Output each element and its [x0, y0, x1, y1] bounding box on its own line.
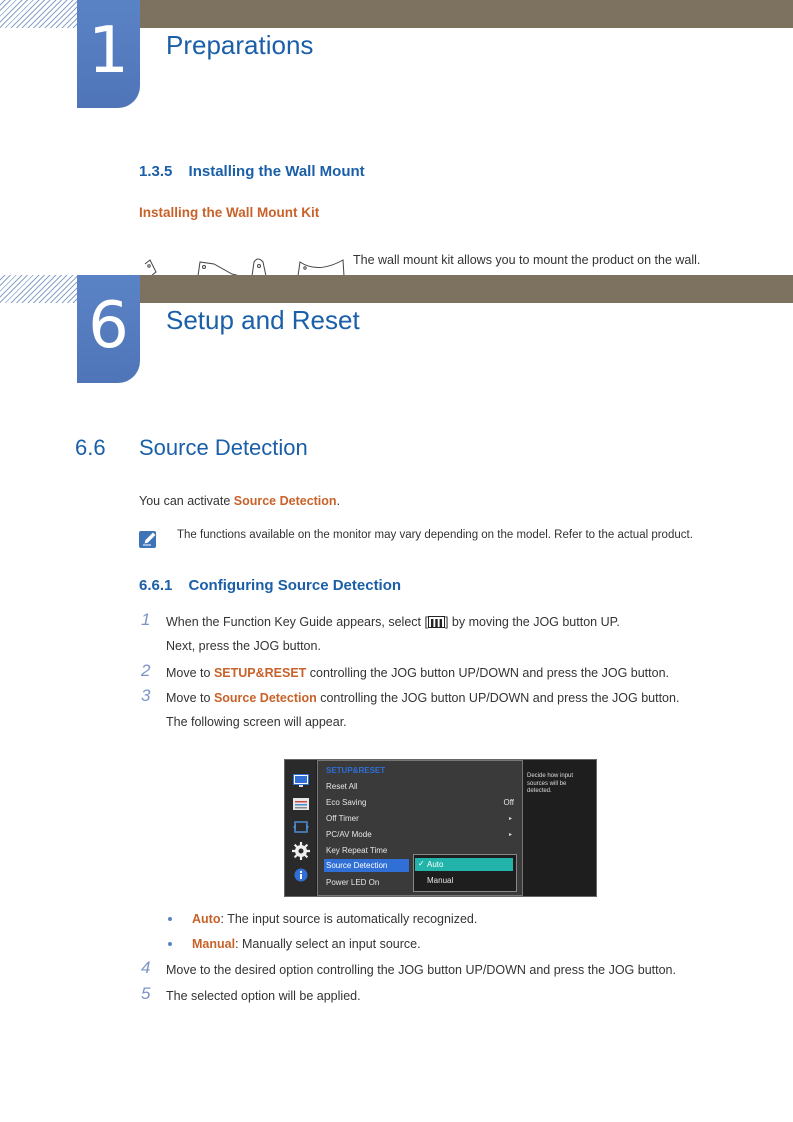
step-text: When the Function Key Guide appears, select [ ] by moving the JOG button UP. — [166, 615, 620, 629]
monitor-icon[interactable] — [293, 774, 309, 788]
step-number: 5 — [141, 984, 151, 1003]
section-heading — [139, 163, 365, 180]
resize-icon[interactable] — [293, 820, 309, 834]
osd-item-key-repeat-time[interactable]: Key Repeat Time — [326, 846, 388, 855]
step-number: 2 — [141, 661, 151, 680]
intro-highlight: Source Detection — [233, 494, 337, 508]
subsection-number: 6.6.1 — [139, 577, 173, 594]
bullet-dot — [168, 942, 172, 946]
section-heading — [75, 435, 308, 461]
section-title: Installing the Wall Mount — [188, 163, 365, 180]
osd-screen — [284, 759, 597, 897]
osd-option-manual[interactable]: Manual — [427, 876, 454, 885]
osd-item-off-timer[interactable]: Off Timer ▸ — [326, 814, 512, 823]
header-hatch — [0, 275, 78, 303]
step-text-line2: The following screen will appear. — [166, 715, 347, 729]
menu-icon — [428, 616, 445, 628]
subsection-heading — [139, 577, 401, 594]
note-pencil-icon — [139, 529, 159, 549]
step-text: Move to the desired option controlling the JOG button UP/DOWN and press the JOG button. — [166, 963, 676, 977]
bullet-manual: Manual: Manually select an input source. — [192, 937, 421, 951]
osd-help-text: Decide how input sources will be detected. — [527, 773, 574, 794]
picture-icon[interactable] — [293, 798, 309, 810]
osd-item-value: Off — [503, 798, 514, 807]
chapter-tab — [77, 0, 140, 108]
step-text: Move to SETUP&RESET controlling the JOG button UP/DOWN and press the JOG button. — [166, 666, 669, 680]
note-text: The functions available on the monitor may vary depending on the model. Refer to the actual product. — [177, 529, 693, 541]
osd-menu-panel — [317, 760, 523, 896]
chevron-right-icon: ▸ — [508, 832, 512, 838]
step-text: The selected option will be applied. — [166, 989, 361, 1003]
section-number: 6.6 — [75, 435, 106, 460]
osd-menu-header: SETUP&RESET — [326, 766, 386, 775]
step-number: 4 — [141, 958, 151, 977]
osd-item-power-led-on[interactable]: Power LED On — [326, 878, 380, 887]
chapter-number: 1 — [88, 14, 129, 88]
bullet-dot — [168, 917, 172, 921]
chapter-tab — [77, 275, 140, 383]
wall-mount-kit-illustration — [140, 244, 350, 276]
osd-item-eco-saving[interactable]: Eco Saving Off — [326, 798, 514, 807]
step-number: 3 — [141, 686, 151, 705]
step-text-line2: Next, press the JOG button. — [166, 639, 321, 653]
chapter-title: Setup and Reset — [166, 305, 360, 335]
osd-item-reset-all[interactable]: Reset All — [326, 782, 358, 791]
chapter-title: Preparations — [166, 30, 314, 60]
step-number: 1 — [141, 610, 151, 629]
intro-text: You can activate Source Detection. — [139, 494, 341, 508]
osd-item-source-detection[interactable]: Source Detection — [324, 859, 409, 872]
subsection-title: Configuring Source Detection — [188, 577, 402, 594]
gear-icon[interactable] — [292, 842, 310, 860]
osd-submenu — [413, 854, 517, 892]
header-hatch — [0, 0, 78, 28]
kit-description: The wall mount kit allows you to mount the product on the wall. — [353, 253, 701, 267]
section-number: 1.3.5 — [139, 163, 173, 180]
section-title: Source Detection — [139, 435, 308, 460]
kit-heading: Installing the Wall Mount Kit — [139, 205, 320, 220]
header-bar — [140, 275, 793, 303]
header-bar — [140, 0, 793, 28]
info-icon[interactable] — [294, 868, 308, 882]
osd-icon-column — [285, 760, 316, 896]
chevron-right-icon: ▸ — [508, 816, 512, 822]
bullet-auto: Auto: The input source is automatically recognized. — [192, 912, 478, 926]
step-text: Move to Source Detection controlling the JOG button UP/DOWN and press the JOG button. — [166, 691, 680, 705]
osd-option-auto[interactable]: ✓ Auto — [415, 858, 513, 871]
checkmark-icon: ✓ — [418, 859, 425, 868]
osd-item-pc-av-mode[interactable]: PC/AV Mode ▸ — [326, 830, 512, 839]
chapter-number: 6 — [88, 289, 129, 363]
